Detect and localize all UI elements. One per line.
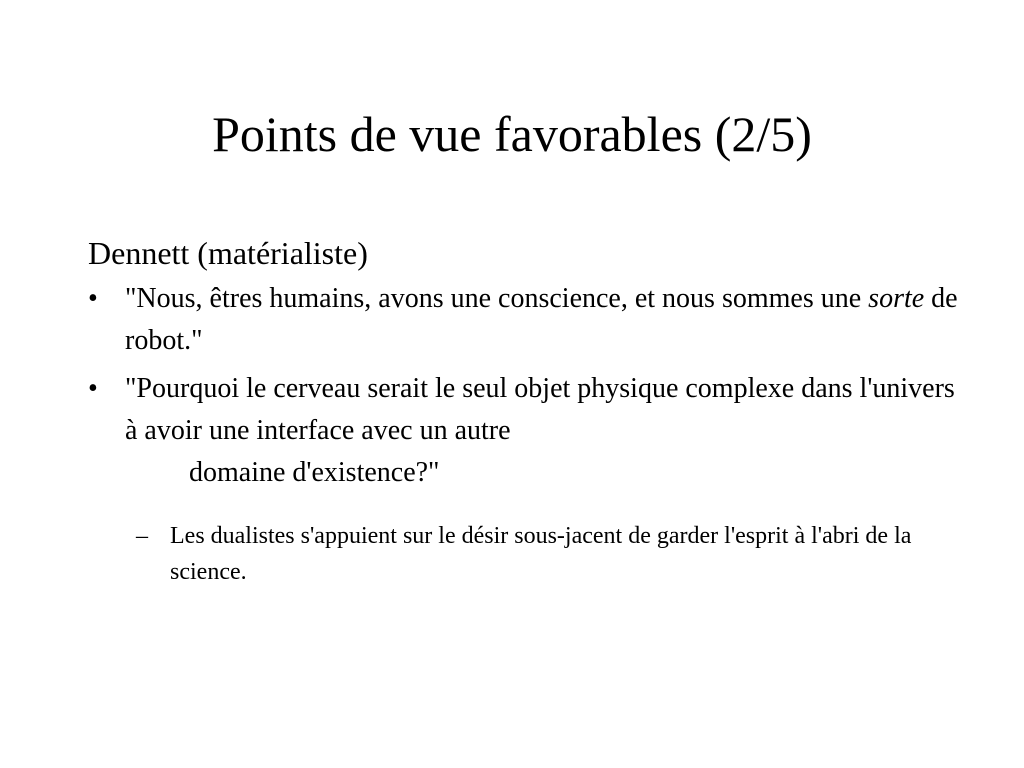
- bullet-item-1: [88, 278, 968, 362]
- bullet-icon: •: [88, 373, 98, 404]
- subbullet-text: Les dualistes s'appuient sur le désir sous-jacent de garder l'esprit à l'abri de la science.: [170, 523, 912, 585]
- slide-title: Points de vue favorables (2/5): [212, 106, 812, 162]
- bullet-icon: •: [88, 283, 98, 314]
- bullet-text-after: de robot.": [125, 283, 958, 356]
- bullet-item-2: [88, 368, 968, 494]
- dash-icon: –: [136, 523, 148, 549]
- subbullet-item-1: [136, 518, 968, 590]
- bullet-emphasis: sorte: [868, 283, 925, 314]
- bullet-text-continuation: domaine d'existence?": [189, 457, 440, 488]
- bullet-text-before: "Nous, êtres humains, avons une conscience, et nous sommes une: [125, 283, 869, 314]
- section-heading: Dennett (matérialiste): [88, 235, 368, 271]
- bullet-text: "Pourquoi le cerveau serait le seul objet physique complexe dans l'univers à avoir une interface avec un autre: [125, 373, 955, 446]
- slide-body: [88, 232, 968, 614]
